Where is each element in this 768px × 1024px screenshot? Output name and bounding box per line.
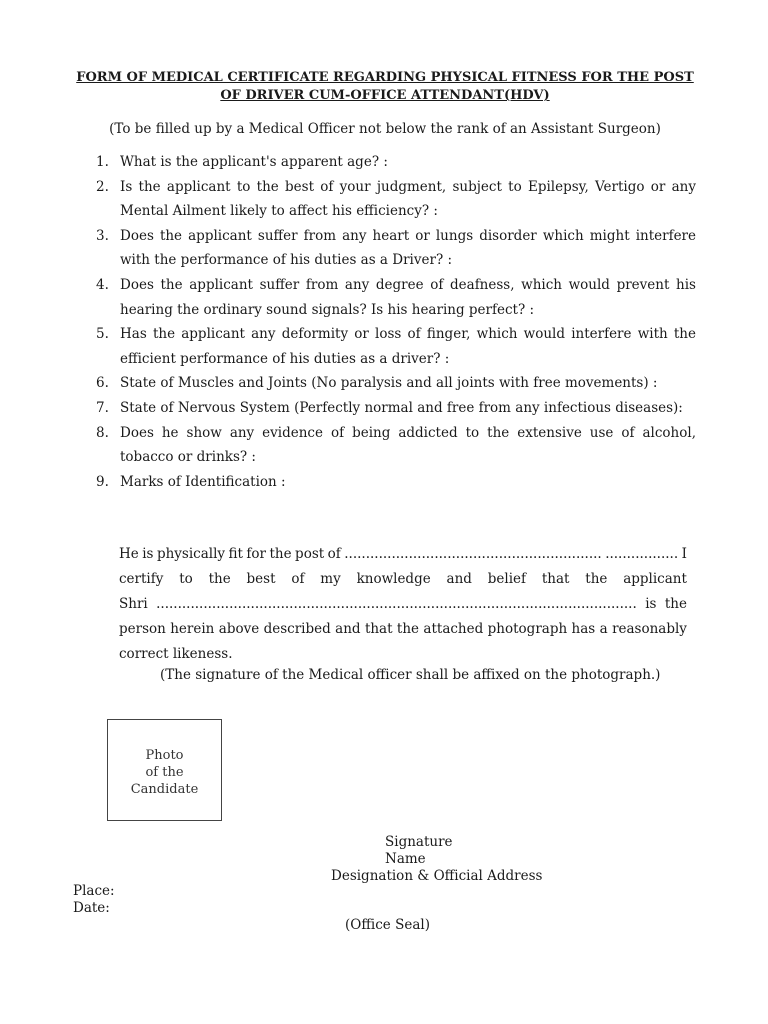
certificate-word: attached xyxy=(423,621,484,637)
certificate-word: the xyxy=(269,546,292,562)
certificate-word: certify xyxy=(119,571,164,587)
certificate-word: for xyxy=(246,546,266,562)
question-number: 2. xyxy=(96,178,109,195)
question-number: 6. xyxy=(96,375,109,392)
certificate-word: Shri xyxy=(119,596,148,612)
certificate-word: knowledge xyxy=(356,571,431,587)
question-number: 9. xyxy=(96,473,109,490)
certificate-word: that xyxy=(541,571,570,587)
certificate-word: photograph xyxy=(487,621,568,637)
form-title-line-1: FORM OF MEDICAL CERTIFICATE REGARDING PHYSICAL FITNESS FOR THE POST xyxy=(76,70,694,85)
certificate-word: to xyxy=(179,571,193,587)
question-number: 7. xyxy=(96,399,109,416)
certificate-word: of xyxy=(291,571,305,587)
certificate-word: He xyxy=(119,546,139,562)
certificate-word: that xyxy=(364,621,393,637)
certificate-word: best xyxy=(246,571,276,587)
question-number: 1. xyxy=(96,154,109,170)
question-text: Marks of Identification : xyxy=(120,473,286,490)
certificate-line xyxy=(119,592,687,617)
question-text: Is the applicant to the best of your judgment, subject to Epilepsy, Vertigo or any Mental Ailment likely to affect his efficiency? : xyxy=(120,178,696,220)
photo-placeholder-text xyxy=(108,747,221,798)
questions-list xyxy=(96,150,696,494)
certificate-word: above xyxy=(218,621,260,637)
office-seal-label: (Office Seal) xyxy=(345,917,430,933)
certificate-word: the xyxy=(664,596,687,612)
photo-label-line: Candidate xyxy=(130,782,199,797)
certificate-word: applicant xyxy=(623,571,687,587)
certificate-word: and xyxy=(335,621,361,637)
question-number: 8. xyxy=(96,424,109,441)
question-item xyxy=(96,322,696,371)
question-item xyxy=(96,273,696,322)
certificate-word: reasonably xyxy=(612,621,687,637)
designation-label: Designation & Official Address xyxy=(331,868,543,884)
certificate-word: a xyxy=(599,621,608,637)
question-item xyxy=(96,371,696,396)
question-text: What is the applicant's apparent age? : xyxy=(120,154,388,170)
question-item xyxy=(96,396,696,421)
signature-note: (The signature of the Medical officer shall be affixed on the photograph.) xyxy=(160,667,661,683)
certificate-word: herein xyxy=(170,621,215,637)
certificate-word: post xyxy=(295,546,325,562)
question-item xyxy=(96,150,696,175)
question-text: State of Muscles and Joints (No paralysis and all joints with free movements) : xyxy=(120,375,658,392)
question-text: Does the applicant suffer from any degree of deafness, which would prevent his hearing the ordinary sound signals? Is his hearing perfect? : xyxy=(120,276,696,318)
signature-block xyxy=(330,834,543,885)
certificate-word: described xyxy=(263,621,331,637)
question-text: State of Nervous System (Perfectly normal and free from any infectious diseases): xyxy=(120,399,683,416)
question-text: Does he show any evidence of being addicted to the extensive use of alcohol, tobacco or drinks? : xyxy=(120,424,696,466)
certificate-word: ................. xyxy=(605,546,679,562)
certificate-word: and xyxy=(446,571,472,587)
certificate-line xyxy=(119,567,687,592)
certificate-word: person xyxy=(119,621,166,637)
certificate-word: is xyxy=(142,546,154,562)
certificate-word: has xyxy=(571,621,596,637)
certificate-word: fit xyxy=(228,546,243,562)
certificate-word: ............................................................ xyxy=(344,546,602,562)
certificate-line xyxy=(119,542,687,567)
question-item xyxy=(96,175,696,224)
form-subtitle: (To be filled up by a Medical Officer not below the rank of an Assistant Surgeon) xyxy=(109,121,661,137)
certificate-word: the xyxy=(208,571,231,587)
certificate-word: belief xyxy=(487,571,527,587)
certificate-word: my xyxy=(320,571,341,587)
certificate-line xyxy=(119,617,687,642)
question-text: Does the applicant suffer from any heart or lungs disorder which might interfere with the performance of his duties as a Driver? : xyxy=(120,227,696,269)
certificate-word: the xyxy=(585,571,608,587)
certificate-word: the xyxy=(396,621,420,637)
photo-placeholder-box xyxy=(107,719,222,821)
question-item xyxy=(96,224,696,273)
certificate-word: ................................................................................................................ xyxy=(156,596,637,612)
question-number: 5. xyxy=(96,326,109,343)
photo-label-line: Photo xyxy=(145,748,184,763)
signature-label: Signature xyxy=(385,834,453,850)
certificate-line: correct likeness. xyxy=(119,646,233,662)
question-number: 3. xyxy=(96,227,109,244)
name-label: Name xyxy=(385,851,426,867)
date-label: Date: xyxy=(73,900,110,916)
certificate-word: is xyxy=(645,596,657,612)
certificate-word: I xyxy=(681,546,687,562)
place-date-block xyxy=(73,883,115,917)
certificate-word: physically xyxy=(156,546,226,562)
form-title-line-2: OF DRIVER CUM-OFFICE ATTENDANT(HDV) xyxy=(220,88,550,103)
question-number: 4. xyxy=(96,276,109,293)
question-item xyxy=(96,470,696,495)
question-item xyxy=(96,421,696,470)
photo-label-line: of the xyxy=(145,765,184,780)
certificate-paragraph xyxy=(119,542,687,667)
question-text: Has the applicant any deformity or loss of finger, which would interfere with the efficient performance of his duties as a driver? : xyxy=(120,326,696,367)
certificate-word: of xyxy=(327,546,341,562)
place-label: Place: xyxy=(73,883,115,899)
